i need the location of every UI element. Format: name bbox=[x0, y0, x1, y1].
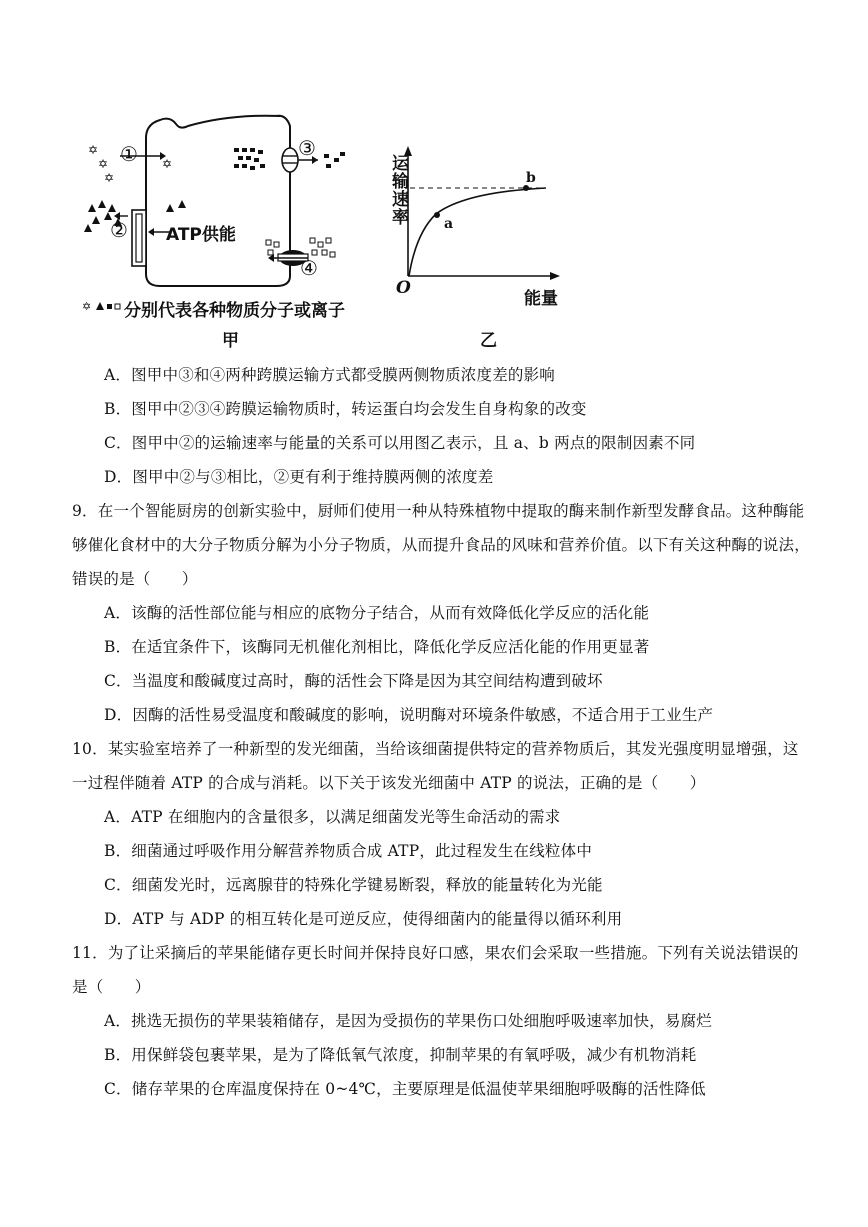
q9-stem-line-2: 够催化食材中的大分子物质分解为小分子物质，从而提升食品的风味和营养价值。以下有关这种酶的说法， bbox=[72, 536, 810, 554]
caption-yi: 乙 bbox=[480, 331, 497, 351]
saturation-curve bbox=[409, 188, 546, 276]
figure-area bbox=[80, 108, 580, 351]
svg-text:✡: ✡ bbox=[88, 143, 99, 157]
caption-jia: 甲 bbox=[222, 331, 239, 351]
chart-ylabel: 运输速率 bbox=[388, 154, 408, 226]
q10-stem-line-2: 一过程伴随着 ATP 的合成与消耗。以下关于该发光细菌中 ATP 的说法，正确的是（ ） bbox=[72, 774, 706, 792]
legend-symbols bbox=[82, 300, 120, 313]
chart-point-b-label: b bbox=[526, 170, 536, 186]
chart-origin: O bbox=[396, 278, 411, 298]
legend-text: 分别代表各种物质分子或离子 bbox=[124, 301, 345, 321]
q11-stem-line-2: 是（ ） bbox=[72, 978, 151, 996]
svg-text:✡: ✡ bbox=[82, 300, 92, 313]
svg-text:✡: ✡ bbox=[162, 157, 173, 171]
chart-xlabel: 能量 bbox=[524, 289, 558, 309]
q11-option-a: A．挑选无损伤的苹果装箱储存，是因为受损伤的苹果伤口处细胞呼吸速率加快，易腐烂 bbox=[104, 1012, 712, 1030]
q10-option-c: C．细菌发光时，远离腺苷的特殊化学键易断裂，释放的能量转化为光能 bbox=[104, 876, 603, 894]
q9-option-b: B．在适宜条件下，该酶同无机催化剂相比，降低化学反应活化能的作用更显著 bbox=[104, 638, 650, 656]
q10-option-a: A．ATP 在细胞内的含量很多，以满足细菌发光等生命活动的需求 bbox=[104, 808, 561, 826]
q11-option-b: B．用保鲜袋包裹苹果，是为了降低氧气浓度，抑制苹果的有氧呼吸，减少有机物消耗 bbox=[104, 1046, 697, 1064]
chart-yi bbox=[404, 146, 560, 280]
q8-option-a: A．图甲中③和④两种跨膜运输方式都受膜两侧物质浓度差的影响 bbox=[104, 366, 555, 384]
q10-option-d: D．ATP 与 ADP 的相互转化是可逆反应，使得细菌内的能量得以循环利用 bbox=[104, 910, 623, 928]
chart-point-a-label: a bbox=[444, 216, 454, 232]
point-a bbox=[434, 212, 440, 218]
q8-option-d: D．图甲中②与③相比，②更有利于维持膜两侧的浓度差 bbox=[104, 468, 494, 486]
q9-stem-line-3: 错误的是（ ） bbox=[72, 570, 198, 588]
q9-option-d: D．因酶的活性易受温度和酸碱度的影响，说明酶对环境条件敏感，不适合用于工业生产 bbox=[104, 706, 714, 724]
label-circled-3: ③ bbox=[298, 136, 316, 160]
cell-membrane bbox=[146, 116, 290, 286]
q8-option-b: B．图甲中②③④跨膜运输物质时，转运蛋白均会发生自身构象的改变 bbox=[104, 400, 587, 418]
q8-option-c: C．图甲中②的运输速率与能量的关系可以用图乙表示，且 a、b 两点的限制因素不同 bbox=[104, 434, 696, 452]
q10-stem-line-1: 10．某实验室培养了一种新型的发光细菌，当给该细菌提供特定的营养物质后，其发光强度明显增强，这 bbox=[72, 740, 799, 758]
label-circled-4: ④ bbox=[300, 256, 318, 280]
q9-stem-line-1: 9．在一个智能厨房的创新实验中，厨师们使用一种从特殊植物中提取的酶来制作新型发酵食品。这种酶能 bbox=[72, 502, 805, 520]
q11-option-c: C．储存苹果的仓库温度保持在 0~4℃，主要原理是低温使苹果细胞呼吸酶的活性降低 bbox=[104, 1080, 706, 1098]
q9-option-c: C．当温度和酸碱度过高时，酶的活性会下降是因为其空间结构遭到破坏 bbox=[104, 672, 603, 690]
svg-text:✡: ✡ bbox=[98, 157, 109, 171]
q11-stem-line-1: 11．为了让采摘后的苹果能储存更长时间并保持良好口感，果农们会采取一些措施。下列有关说法错误的 bbox=[72, 944, 799, 962]
atp-supply-label: ATP供能 bbox=[166, 225, 236, 245]
channel-3 bbox=[282, 148, 298, 172]
q10-option-b: B．细菌通过呼吸作用分解营养物质合成 ATP，此过程发生在线粒体中 bbox=[104, 842, 593, 860]
label-circled-2: ② bbox=[110, 218, 128, 242]
q9-option-a: A．该酶的活性部位能与相应的底物分子结合，从而有效降低化学反应的活化能 bbox=[104, 604, 650, 622]
label-circled-1: ① bbox=[120, 142, 138, 166]
svg-text:✡: ✡ bbox=[104, 171, 115, 185]
